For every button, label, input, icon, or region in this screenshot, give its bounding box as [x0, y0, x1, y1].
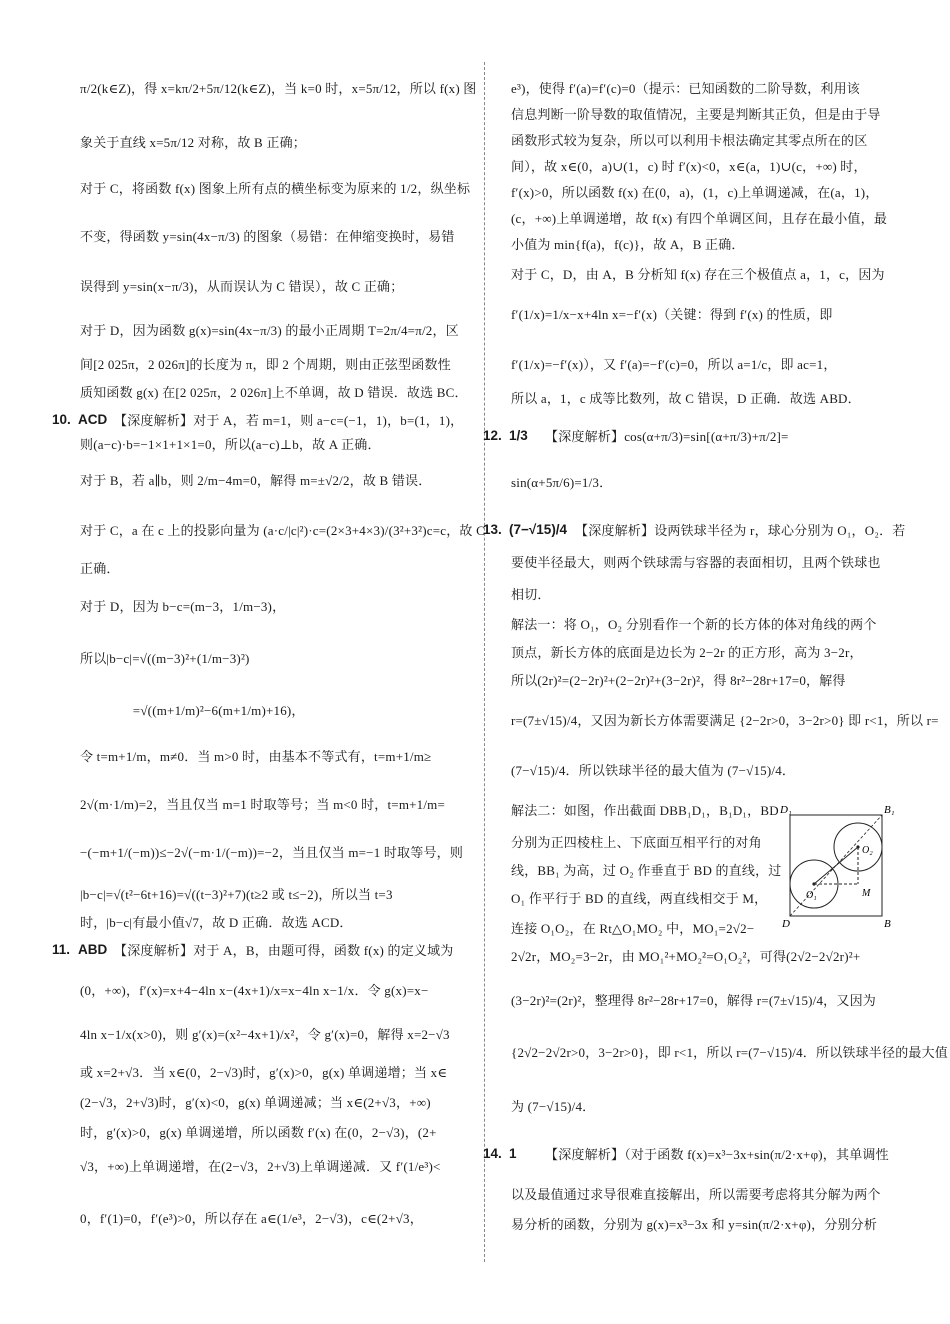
text-line: e³)，使得 f′(a)=f′(c)=0（提示：已知函数的二阶导数，利用该 [511, 81, 861, 96]
label-d: D [782, 918, 790, 930]
q11-line: (0，+∞)，f′(x)=x+4−4ln x−(4x+1)/x=x−4ln x−1/x．令 g(x)=x− [80, 983, 429, 998]
q11-line: 时，g′(x)>0，g(x) 单调递增，所以函数 f′(x) 在(0，2−√3)，(2+ [80, 1125, 437, 1140]
text-line: f′(1/x)=1/x−x+4ln x=−f′(x)（关键：得到 f′(x) 的性质，即 [511, 307, 833, 322]
q10-line: =√((m+1/m)²−6(m+1/m)+16)， [80, 703, 305, 718]
text-line: 误得到 y=sin(x−π/3)，从而误认为 C 错误），故 C 正确； [80, 279, 404, 294]
q13-line: 解法一：将 O₁，O₂ 分别看作一个新的长方体的体对角线的两个 [511, 617, 877, 632]
cross-section-figure [780, 800, 898, 930]
text-line: 对于 D，因为函数 g(x)=sin(4x−π/3) 的最小正周期 T=2π/4=π/2，区 [80, 323, 459, 338]
label-m: M [862, 888, 871, 899]
text-line: 质知函数 g(x) 在[2 025π，2 026π]上不单调，故 D 错误．故选 BC． [80, 385, 468, 400]
q10-line: 令 t=m+1/m，m≠0．当 m>0 时，由基本不等式有，t=m+1/m≥ [80, 749, 432, 764]
q10-line: 对于 B，若 a∥b，则 2/m−4m=0，解得 m=±√2/2，故 B 错误． [80, 473, 432, 488]
q13-line: 所以(2r)²=(2−2r)²+(2−2r)²+(3−2r)²，得 8r²−28r+17=0，解得 [511, 673, 846, 688]
q12-line: 【深度解析】cos(α+π/3)=sin[(α+π/3)+π/2]= [545, 429, 789, 444]
text-line: π/2(k∈Z)，得 x=kπ/2+5π/12(k∈Z)，当 k=0 时，x=5π/12，所以 f(x) 图 [80, 81, 477, 96]
q10-line: 则(a−c)·b=−1×1+1×1=0，所以(a−c)⊥b，故 A 正确． [80, 437, 381, 452]
q11-number: 11. [52, 942, 71, 957]
text-line: 小值为 min{f(a)，f(c)}，故 A，B 正确． [511, 237, 745, 252]
q11-answer: ABD [78, 942, 108, 957]
q10-line: 正确． [80, 561, 120, 576]
text-line: 象关于直线 x=5π/12 对称，故 B 正确； [80, 135, 306, 150]
q13-line: 为 (7−√15)/4． [511, 1099, 596, 1114]
text-line: 不变，得函数 y=sin(4x−π/3) 的图象（易错：在伸缩变换时，易错 [80, 229, 455, 244]
q13-line: 要使半径最大，则两个铁球需与容器的表面相切，且两个铁球也 [511, 555, 881, 570]
q13-line: 连接 O₁O₂，在 Rt△O₁MO₂ 中，MO₁=2√2− [511, 921, 755, 936]
text-line: 函数形式较为复杂，所以可以利用卡根法确定其零点所在的区 [511, 133, 868, 148]
q14-number: 14. [483, 1146, 502, 1161]
q12-line: sin(α+5π/6)=1/3． [511, 475, 613, 490]
q10-line: 对于 D，因为 b−c=(m−3，1/m−3)， [80, 599, 286, 614]
q14-line: 【深度解析】（对于函数 f(x)=x³−3x+sin(π/2·x+φ)，其单调性 [545, 1147, 889, 1162]
q13-line: (7−√15)/4．所以铁球半径的最大值为 (7−√15)/4． [511, 763, 796, 778]
q13-line: 相切． [511, 587, 551, 602]
q13-line: 顶点，新长方体的底面是边长为 2−2r 的正方形，高为 3−2r， [511, 645, 863, 660]
q10-number: 10. [52, 412, 71, 427]
q14-line: 易分析的函数，分别为 g(x)=x³−3x 和 y=sin(π/2·x+φ)，分别分析 [511, 1217, 878, 1232]
label-b1: B₁ [884, 804, 895, 816]
q10-line: 时，|b−c|有最小值√7，故 D 正确．故选 ACD． [80, 915, 353, 930]
q14-line: 以及最值通过求导很难直接解出，所以需要考虑将其分解为两个 [511, 1187, 881, 1202]
q10-line: 【深度解析】对于 A，若 m=1，则 a−c=(−1，1)，b=(1，1)， [114, 413, 464, 428]
point-o1 [812, 882, 815, 885]
q14-answer: 1 [509, 1146, 517, 1161]
segment-o1o2 [814, 847, 858, 884]
point-o2 [856, 845, 859, 848]
q13-line: (3−2r)²=(2r)²，整理得 8r²−28r+17=0，解得 r=(7±√15)/4，又因为 [511, 993, 876, 1008]
q10-line: 2√(m·1/m)=2，当且仅当 m=1 时取等号；当 m<0 时，t=m+1/m= [80, 797, 446, 812]
column-divider [484, 62, 485, 1262]
text-line: 对于 C，D，由 A，B 分析知 f(x) 存在三个极值点 a，1，c，因为 [511, 267, 885, 282]
label-b: B [884, 918, 891, 930]
q12-answer: 1/3 [509, 428, 528, 443]
q10-line: 对于 C，a 在 c 上的投影向量为 (a·c/|c|²)·c=(2×3+4×3)/(3²+3²)c=c，故 C [80, 523, 485, 538]
q13-line: {2√2−2√2r>0，3−2r>0}，即 r<1，所以 r=(7−√15)/4．所以铁球半径的最大值 [511, 1045, 948, 1060]
q11-line: (2−√3，2+√3)时，g′(x)<0，g(x) 单调递减；当 x∈(2+√3，+∞) [80, 1095, 431, 1110]
text-line: 对于 C，将函数 f(x) 图象上所有点的横坐标变为原来的 1/2，纵坐标 [80, 181, 471, 196]
label-d1: D₁ [780, 804, 792, 816]
q13-number: 13. [483, 522, 502, 537]
q10-answer: ACD [78, 412, 108, 427]
label-o1: O₁ [806, 890, 817, 901]
text-line: 所以 a，1，c 成等比数列，故 C 错误，D 正确．故选 ABD． [511, 391, 861, 406]
q13-line: 线，BB₁ 为高，过 O₂ 作垂直于 BD 的直线，过 [511, 863, 782, 878]
q13-line: 分别为正四棱柱上、下底面互相平行的对角 [511, 835, 762, 850]
text-line: 间），故 x∈(0，a)∪(1，c) 时 f′(x)<0，x∈(a，1)∪(c，+∞) 时， [511, 159, 867, 174]
q11-line: 0，f′(1)=0，f′(e³)>0，所以存在 a∈(1/e³，2−√3)，c∈(2+√3， [80, 1211, 423, 1226]
q11-line: 或 x=2+√3．当 x∈(0，2−√3)时，g′(x)>0，g(x) 单调递增；当 x∈ [80, 1065, 448, 1080]
text-line: 间[2 025π，2 026π]的长度为 π，即 2 个周期，则由正弦型函数性 [80, 357, 451, 372]
text-line: f′(1/x)=−f′(x)），又 f′(a)=−f′(c)=0，所以 a=1/c，即 ac=1， [511, 357, 837, 372]
q13-line: r=(7±√15)/4，又因为新长方体需要满足 {2−2r>0，3−2r>0} 即 r<1，所以 r= [511, 713, 939, 728]
q10-line: |b−c|=√(t²−6t+16)=√((t−3)²+7)(t≥2 或 t≤−2)，所以当 t=3 [80, 887, 393, 902]
text-line: 信息判断一阶导数的取值情况，主要是判断其正负，但是由于导 [511, 107, 881, 122]
q10-line: 所以|b−c|=√((m−3)²+(1/m−3)²) [80, 651, 250, 666]
q13-line: O₁ 作平行于 BD 的直线，两直线相交于 M， [511, 891, 768, 906]
q12-number: 12. [483, 428, 502, 443]
text-line: (c，+∞)上单调递增，故 f(x) 有四个单调区间，且存在最小值，最 [511, 211, 888, 226]
q11-line: 4ln x−1/x(x>0)，则 g′(x)=(x²−4x+1)/x²，令 g′(x)=0，解得 x=2−√3 [80, 1027, 450, 1042]
text-line: f′(x)>0，所以函数 f(x) 在(0，a)，(1，c)上单调递减，在(a，1)， [511, 185, 879, 200]
label-o2: O₂ [862, 845, 873, 856]
q11-line: 【深度解析】对于 A，B，由题可得，函数 f(x) 的定义域为 [114, 943, 454, 958]
q10-line: −(−m+1/(−m))≤−2√(−m·1/(−m))=−2，当且仅当 m=−1 时取等号，则 [80, 845, 464, 860]
q13-answer: (7−√15)/4 [509, 522, 568, 537]
q13-line: 【深度解析】设两铁球半径为 r，球心分别为 O₁，O₂．若 [575, 523, 906, 538]
q13-line: 2√2r，MO₂=3−2r，由 MO₁²+MO₂²=O₁O₂²，可得(2√2−2√2r)²+ [511, 949, 861, 964]
q11-line: √3，+∞)上单调递增，在(2−√3，2+√3)上单调递减．又 f′(1/e³)< [80, 1159, 441, 1174]
q13-line: 解法二：如图，作出截面 DBB₁D₁，B₁D₁，BD [511, 803, 779, 818]
